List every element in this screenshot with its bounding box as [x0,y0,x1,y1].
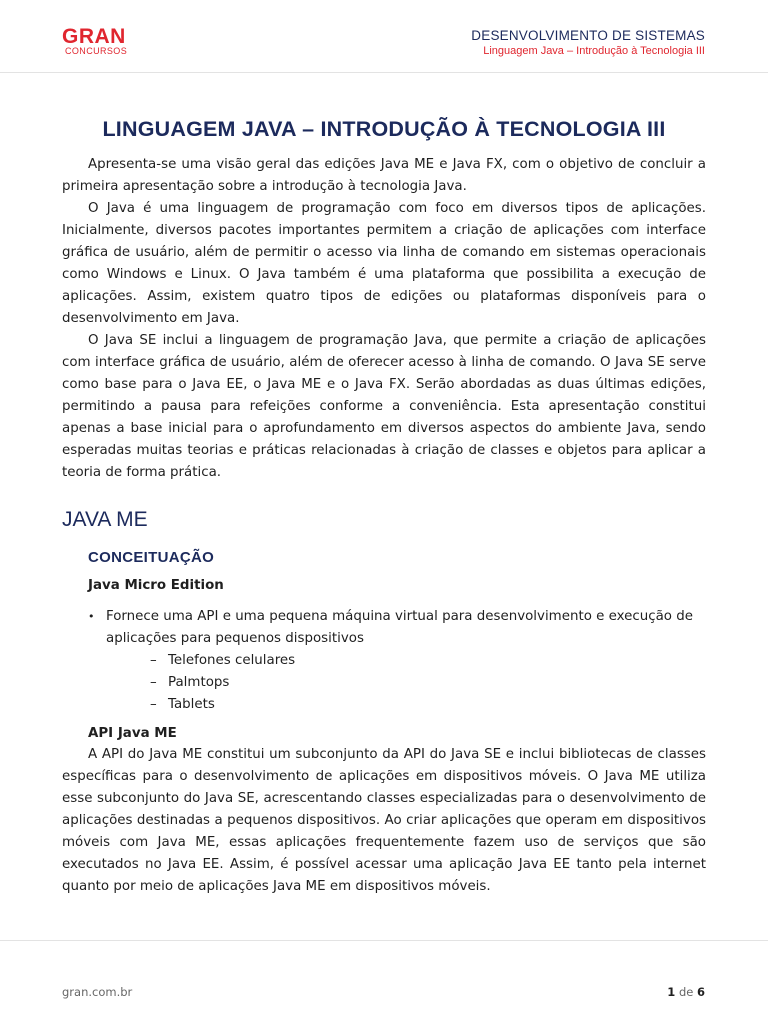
section-title: JAVA ME [62,508,148,531]
device-item [106,650,706,672]
heading-api-java-me: API Java ME [88,726,177,741]
course-title: DESENVOLVIMENTO DE SISTEMAS [471,28,705,43]
device-label: Tablets [168,697,215,712]
paragraph-1: Apresenta-se uma visão geral das edições Java ME e Java FX, com o objetivo de concluir a primeira apresentação sobre a introdução à tecnologia Java. [62,157,706,194]
document-body [62,115,706,898]
page-total: 6 [696,985,705,999]
page-current: 1 [667,985,676,999]
footer-site: gran.com.br [62,985,133,999]
page-separator: de [678,985,694,999]
page-footer [0,940,768,1025]
paragraph-3: O Java SE inclui a linguagem de programação Java, que permite a criação de aplicações com interface gráfica de usuário, além de oferecer acesso à linha de comando. O Java SE serve como base para o Java EE, o Java ME e o Java FX. Serão abordadas as duas últimas edições, permitindo a pausa para refeições conforme a conveniência. Esta apresentação constitui apenas a base inicial para o aprofundamento em diversos aspectos do ambiente Java, sendo esperadas muitas teorias e práticas relacionadas à criação de classes e objetos para aplicar a teoria de forma prática. [62,333,706,480]
dash-icon: – [150,653,157,668]
device-item [106,694,706,716]
gran-logo [62,26,142,60]
dash-icon: – [150,697,157,712]
list-item [62,606,706,716]
device-list [106,650,706,716]
device-label: Palmtops [168,675,230,690]
device-item [106,672,706,694]
feature-list [62,606,706,716]
lesson-subtitle: Linguagem Java – Introdução à Tecnologia III [483,45,705,57]
header-info [471,28,705,58]
subsection-title: CONCEITUAÇÃO [88,549,215,566]
api-paragraph: A API do Java ME constitui um subconjunto da API do Java SE e inclui bibliotecas de classes específicas para o desenvolvimento de aplicações em dispositivos móveis. O Java ME utiliza esse subconjunto do Java SE, acrescentando classes especializadas para o desenvolvimento de aplicações destinadas a pequenos dispositivos. Ao criar aplicações que operam em dispositivos móveis com Java ME, essas aplicações frequentemente fazem uso de serviços que são executados no Java EE. Assim, é possível acessar uma aplicação Java EE tanto pela internet quanto por meio de aplicações Java ME em dispositivos móveis. [62,747,706,894]
device-label: Telefones celulares [168,653,296,668]
paragraph-2: O Java é uma linguagem de programação com foco em diversos tipos de aplicações. Inicialmente, diversos pacotes importantes permitem a criação de aplicações com interface gráfica de usuário, além de permitir o acesso via linha de comando em sistemas operacionais como Windows e Linux. O Java também é uma plataforma que possibilita a execução de aplicações. Assim, existem quatro tipos de edições ou plataformas disponíveis para o desenvolvimento em Java. [62,201,706,326]
page-header [0,0,768,73]
bullet-text: Fornece uma API e uma pequena máquina virtual para desenvolvimento e execução de aplicações para pequenos dispositivos [106,609,693,646]
dash-icon: – [150,675,157,690]
document-title: LINGUAGEM JAVA – INTRODUÇÃO À TECNOLOGIA III [102,117,666,141]
logo-main-text: GRAN [62,25,126,48]
bullet-icon: • [88,610,95,623]
heading-java-micro-edition: Java Micro Edition [88,578,224,593]
page-number [667,985,705,999]
logo-sub-text: CONCURSOS [65,46,128,56]
intro-text [62,154,706,484]
